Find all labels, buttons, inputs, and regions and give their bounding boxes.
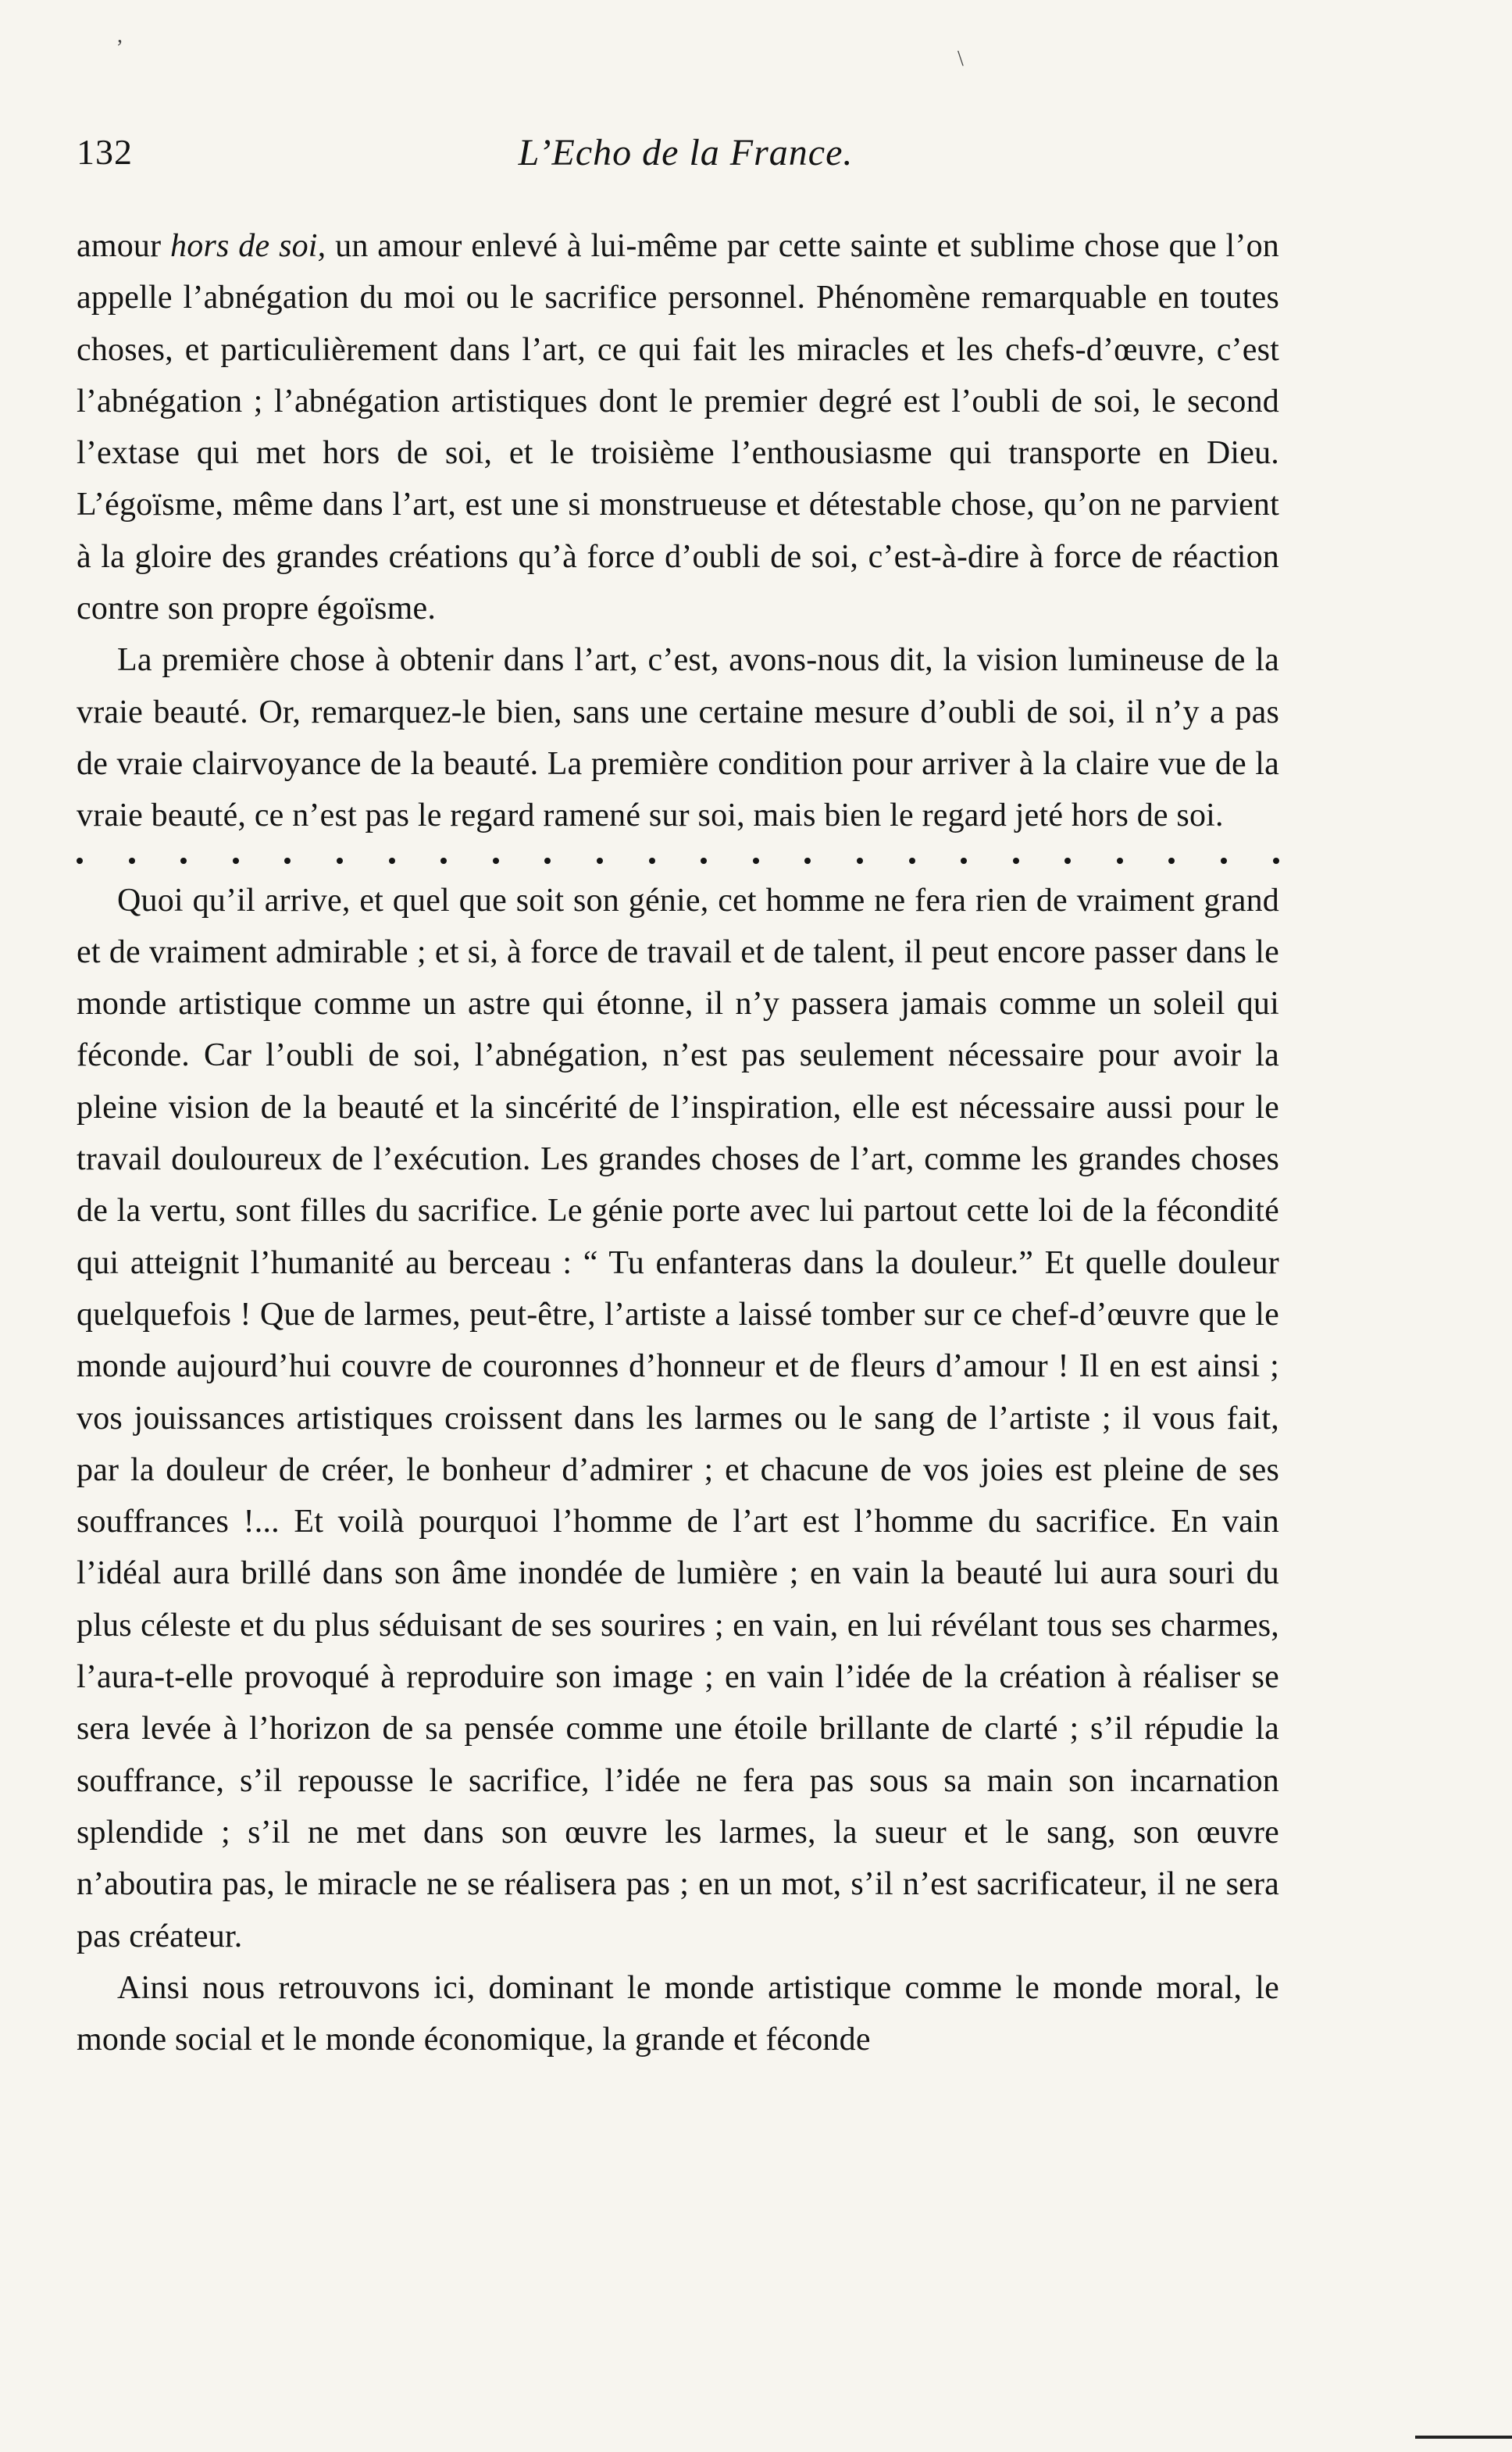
separator-dot xyxy=(544,858,551,864)
separator-dot xyxy=(233,858,239,864)
separator-dot xyxy=(1168,858,1175,864)
separator-dot xyxy=(440,858,447,864)
separator-dot xyxy=(649,858,655,864)
separator-dot xyxy=(1221,858,1227,864)
paragraph-1-text: un amour enlevé à lui-même par cette sainte et sublime chose que l’on appelle l’abnégation du moi ou le sacrifice personnel. Phénomène remarquable en toutes choses, et particulièrement dans l’art, ce qui fait les miracles et les chefs-d’œuvre, c’est l’abnégation ; l’abnégation artistiques dont le premier degré est l’oubli de soi, le second l’extase qui met hors de soi, et le troisième l’enthousiasme qui transporte en Dieu. L’égoïsme, même dans l’art, est une si monstrueuse et détestable chose, qu’on ne parvient à la gloire des grandes créations qu’à force d’oubli de soi, c’est-à-dire à force de réaction contre son propre égoïsme. xyxy=(77,228,1280,627)
separator-dot xyxy=(389,858,395,864)
page-number: 132 xyxy=(77,132,133,172)
paragraph-1-italic: hors de soi, xyxy=(170,228,326,264)
separator-dot xyxy=(1117,858,1123,864)
separator-dot xyxy=(857,858,863,864)
page-header xyxy=(77,131,1295,186)
separator-dot xyxy=(1013,858,1019,864)
separator-dot xyxy=(180,858,187,864)
separator-dot xyxy=(77,858,83,864)
paragraph-3: Quoi qu’il arrive, et quel que soit son génie, cet homme ne fera rien de vraiment grand et de vraiment admirable ; et si, à force de travail et de talent, il peut encore passer dans le monde artistique comme un astre qui étonne, il n’y passera jamais comme un soleil qui féconde. Car l’oubli de soi, l’abnégation, n’est pas seulement nécessaire pour avoir la pleine vision de la beauté et la sincérité de l’inspiration, elle est nécessaire aussi pour le travail douloureux de l’exécution. Les grandes choses de l’art, comme les grandes choses de la vertu, sont filles du sacrifice. Le génie porte avec lui partout cette loi de la fécondité qui atteignit l’humanité au berceau : “ Tu enfanteras dans la douleur.” Et quelle douleur quelquefois ! Que de larmes, peut-être, l’artiste a laissé tomber sur ce chef-d’œuvre que le monde aujourd’hui couvre de couronnes d’honneur et de fleurs d’amour ! Il en est ainsi ; vos jouissances artistiques croissent dans les larmes ou le sang de l’artiste ; il vous fait, par la douleur de créer, le bonheur d’admirer ; et chacune de vos joies est pleine de ses souffrances !... Et voilà pourquoi l’homme de l’art est l’homme du sacrifice. En vain l’idéal aura brillé dans son âme inondée de lumière ; en vain la beauté lui aura souri du plus céleste et du plus séduisant de ses sourires ; en vain, en lui révélant tous ses charmes, l’aura-t-elle provoqué à reproduire son image ; en vain l’idée de la création à réaliser se sera levée à l’horizon de sa pensée comme une étoile brillante de clarté ; s’il répudie la souffrance, s’il repousse le sacrifice, l’idée ne fera pas sous sa main son incarnation splendide ; s’il ne met dans son œuvre les larmes, la sueur et le sang, son œuvre n’aboutira pas, le miracle ne se réalisera pas ; en un mot, s’il n’est sacrificateur, il ne sera pas créateur. xyxy=(77,882,1279,1954)
separator-dot xyxy=(961,858,967,864)
print-mark: \ xyxy=(957,47,964,71)
page-edge-rule xyxy=(1415,2436,1512,2439)
print-mark: , xyxy=(117,23,123,48)
paragraph-4: Ainsi nous retrouvons ici, dominant le monde artistique comme le monde moral, le monde social et le monde économique, la grande et féconde xyxy=(77,1969,1279,2058)
separator-dot xyxy=(129,858,135,864)
body-text xyxy=(77,220,1279,2065)
running-title: L’Echo de la France. xyxy=(518,132,854,173)
separator-dot xyxy=(804,858,811,864)
separator-dot xyxy=(597,858,603,864)
separator-dot xyxy=(1273,858,1279,864)
separator-dot xyxy=(909,858,915,864)
separator-dot xyxy=(701,858,707,864)
paragraph-1 xyxy=(77,220,1279,634)
separator-dot xyxy=(753,858,759,864)
paragraph-2: La première chose à obtenir dans l’art, c’est, avons-nous dit, la vision lumineuse de la vraie beauté. Or, remarquez-le bien, sans une certaine mesure d’oubli de soi, il n’y a pas de vraie clairvoyance de la beauté. La première condition pour arriver à la claire vue de la vraie beauté, ce n’est pas le regard ramené sur soi, mais bien le regard jeté hors de soi. xyxy=(77,642,1279,834)
separator-dot xyxy=(337,858,343,864)
separator-dot xyxy=(284,858,291,864)
paragraph-1-lead: amour xyxy=(77,228,171,264)
section-separator-dots xyxy=(77,858,1279,864)
separator-dot xyxy=(493,858,499,864)
separator-dot xyxy=(1064,858,1071,864)
